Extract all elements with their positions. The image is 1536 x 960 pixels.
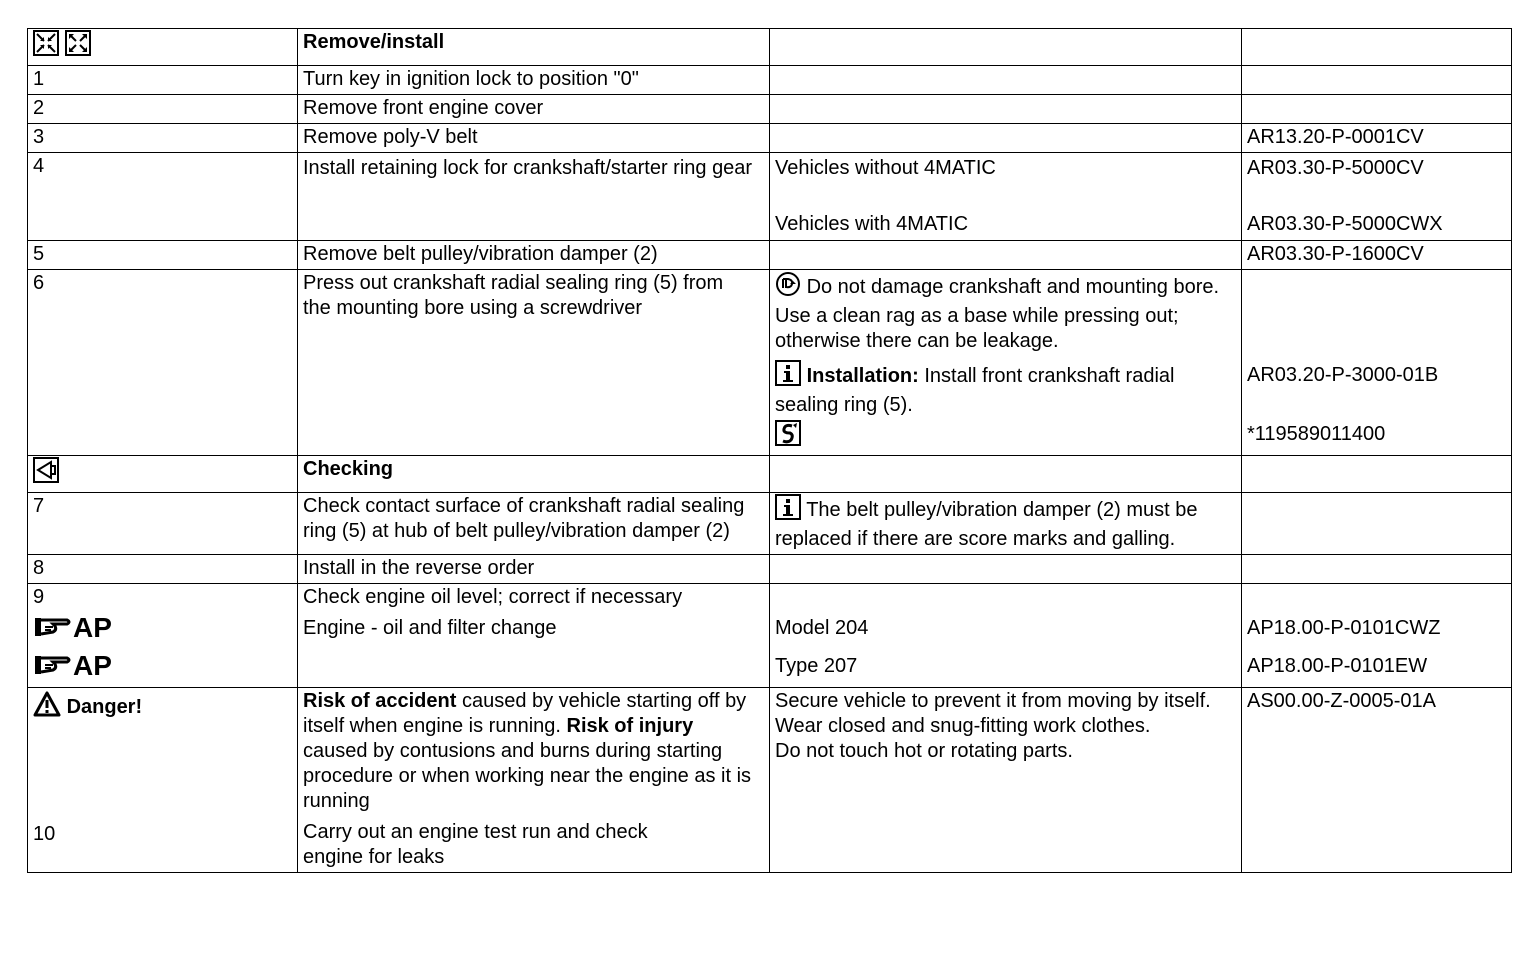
step-number: 9 bbox=[33, 586, 45, 608]
caution-note: Do not damage crankshaft and mounting bore. Use a clean rag as a base while pressing out; otherwise there can be leakage. bbox=[775, 271, 1227, 354]
section-title-checking: Checking bbox=[298, 456, 770, 493]
step-row-3 bbox=[28, 124, 1512, 153]
reference-link[interactable]: AP18.00-P-0101EW bbox=[1247, 655, 1428, 677]
step-number: 4 bbox=[28, 153, 298, 241]
step-number: 5 bbox=[28, 241, 298, 270]
pointing-hand-icon bbox=[33, 652, 73, 678]
section-icons-cell bbox=[28, 29, 298, 66]
checking-icon bbox=[33, 457, 59, 490]
step-row-8 bbox=[28, 555, 1512, 584]
danger-label: Danger! bbox=[33, 691, 292, 724]
step-row-2 bbox=[28, 95, 1512, 124]
danger-measure: Secure vehicle to prevent it from moving by itself. bbox=[775, 690, 1211, 712]
step-row-5 bbox=[28, 241, 1512, 270]
reference-link[interactable]: AP18.00-P-0101CWZ bbox=[1247, 617, 1441, 639]
info-icon bbox=[775, 494, 801, 527]
special-tool-icon[interactable] bbox=[775, 420, 801, 453]
step-number: 10 bbox=[33, 823, 56, 845]
step-text: Remove belt pulley/vibration damper (2) bbox=[298, 241, 770, 270]
step-row-4 bbox=[28, 153, 1512, 241]
section-title-remove-install: Remove/install bbox=[298, 29, 770, 66]
reference-link[interactable]: AR03.30-P-5000CWX bbox=[1247, 213, 1443, 235]
step-row-6 bbox=[28, 270, 1512, 456]
danger-measure: Wear closed and snug-fitting work clothes. bbox=[775, 715, 1151, 737]
reference-link[interactable]: AR03.30-P-1600CV bbox=[1242, 241, 1512, 270]
step-row-7 bbox=[28, 493, 1512, 555]
model-condition: Type 207 bbox=[775, 655, 858, 677]
section-row-remove-install bbox=[28, 29, 1512, 66]
step-number: 8 bbox=[28, 555, 298, 584]
section-row-checking bbox=[28, 456, 1512, 493]
reference-link[interactable]: AR03.20-P-3000-01B bbox=[1247, 364, 1439, 386]
danger-row bbox=[28, 688, 1512, 873]
reference-link[interactable]: AR13.20-P-0001CV bbox=[1242, 124, 1512, 153]
step-number: 3 bbox=[28, 124, 298, 153]
danger-measure: Do not touch hot or rotating parts. bbox=[775, 740, 1073, 762]
step-text: Remove front engine cover bbox=[298, 95, 770, 124]
step-number: 2 bbox=[28, 95, 298, 124]
step-number: 6 bbox=[28, 270, 298, 456]
reference-link[interactable]: AS00.00-Z-0005-01A bbox=[1242, 688, 1512, 873]
ap-text: Engine - oil and filter change bbox=[303, 617, 557, 639]
pointing-hand-icon bbox=[33, 614, 73, 640]
remove-icon bbox=[33, 30, 59, 63]
install-icon bbox=[65, 30, 91, 63]
step-number: 1 bbox=[28, 66, 298, 95]
model-condition: Model 204 bbox=[775, 617, 869, 639]
step-text: Carry out an engine test run and check engine for leaks bbox=[303, 821, 648, 868]
condition-text: Vehicles with 4MATIC bbox=[775, 213, 969, 235]
step-row-9 bbox=[28, 584, 1512, 688]
step-row-1 bbox=[28, 66, 1512, 95]
info-note: The belt pulley/vibration damper (2) must be replaced if there are score marks and galling. bbox=[775, 499, 1198, 550]
condition-text: Vehicles without 4MATIC bbox=[775, 157, 996, 179]
installation-note: Installation: Install front crankshaft radial sealing ring (5). bbox=[775, 360, 1227, 418]
step-text: Press out crankshaft radial sealing ring (5) from the mounting bore using a screwdriver bbox=[298, 270, 770, 456]
danger-text: Risk of accident caused by vehicle starting off by itself when engine is running. Risk of injury caused by contusions and burns during starting procedure or when working near the engine as it is running bbox=[303, 690, 752, 812]
step-text: Install in the reverse order bbox=[298, 555, 770, 584]
danger-warning-icon bbox=[33, 691, 61, 724]
tool-reference[interactable]: *119589011400 bbox=[1247, 423, 1386, 445]
reference-link[interactable]: AR03.30-P-5000CV bbox=[1247, 157, 1424, 179]
info-icon bbox=[775, 360, 801, 393]
procedure-table bbox=[27, 28, 1512, 873]
caution-icon bbox=[775, 271, 801, 304]
step-text: Check engine oil level; correct if necessary bbox=[303, 586, 683, 608]
step-text: Turn key in ignition lock to position "0" bbox=[298, 66, 770, 95]
step-number: 7 bbox=[28, 493, 298, 555]
ap-reference-marker: AP bbox=[33, 609, 292, 647]
step-text: Check contact surface of crankshaft radial sealing ring (5) at hub of belt pulley/vibration damper (2) bbox=[298, 493, 770, 555]
step-text: Remove poly-V belt bbox=[298, 124, 770, 153]
ap-reference-marker: AP bbox=[33, 647, 292, 685]
step-text: Install retaining lock for crankshaft/starter ring gear bbox=[298, 153, 770, 241]
